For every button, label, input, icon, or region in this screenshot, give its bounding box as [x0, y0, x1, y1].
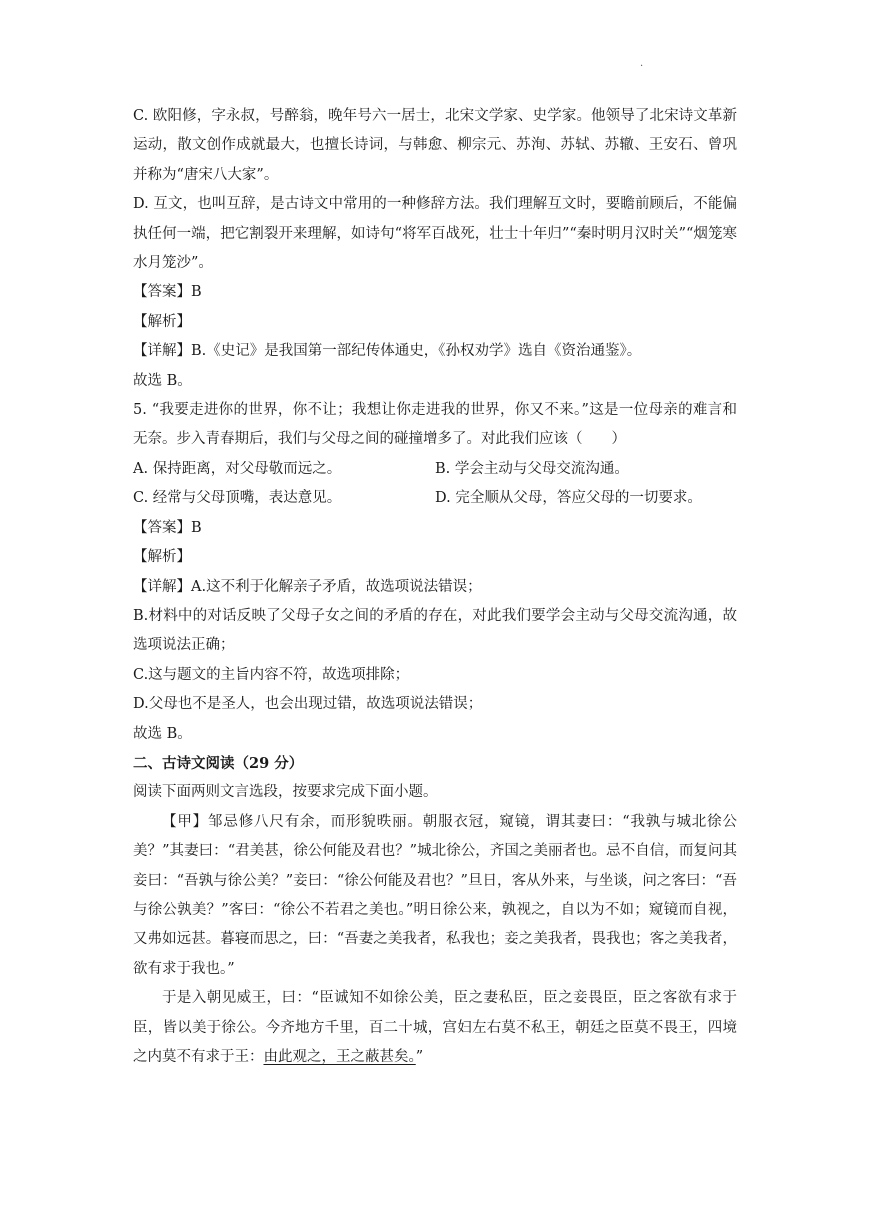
q5-analysis-label: 【解析】 — [133, 549, 191, 566]
q5-detail-b: B.材料中的对话反映了父母子女之间的矛盾的存在，对此我们要学会主动与父母交流沟通，故选项说法正确； — [133, 607, 737, 654]
question-5-options-row-2 — [133, 484, 737, 513]
q4-analysis-label: 【解析】 — [133, 313, 191, 330]
q5-detail-d: D.父母也不是圣人，也会出现过错，故选项说法错误； — [133, 696, 483, 713]
section-2-title: 二、古诗文阅读（29 分） — [133, 754, 304, 772]
option-a: A. 保持距离，对父母敬而远之。 — [133, 460, 342, 477]
question-5-stem: 5. “我要走进你的世界，你不让；我想让你走进我的世界，你又不来。”这是一位母亲的难言和无奈。步入青春期后，我们与父母之间的碰撞增多了。对此我们应该（ ） — [133, 402, 737, 448]
passage-paragraph-2-end: ” — [415, 1049, 424, 1065]
q5-answer: 【答案】B — [133, 519, 202, 536]
q4-answer: 【答案】B — [133, 284, 202, 301]
section-2-intro: 阅读下面两则文言选段，按要求完成下面小题。 — [133, 784, 438, 801]
header-dot: . — [640, 58, 644, 69]
passage-paragraph-1: 【甲】邹忌修八尺有余，而形貌昳丽。朝服衣冠，窥镜，谓其妻曰：“我孰与城北徐公美？”其妻曰：“君美甚，徐公何能及君也？”城北徐公，齐国之美丽者也。忌不自信，而复问其妾曰：“吾孰与徐公美？”妾曰：“徐公何能及君也？”旦日，客从外来，与坐谈，问之客曰：“吾与徐公孰美？”客曰：“徐公不若君之美也。”明日徐公来，孰视之，自以为不如；窥镜而自视，又弗如远甚。暮寝而思之，曰：“吾妻之美我者，私我也；妾之美我者，畏我也；客之美我者，欲有求于我也。” — [133, 813, 737, 977]
passage-paragraph-2-text: 于是入朝见威王，曰：“臣诚知不如徐公美，臣之妻私臣，臣之妾畏臣，臣之客欲有求于臣，皆以美于徐公。今齐地方千里，百二十城，宫妇左右莫不私王，朝廷之臣莫不畏王，四境之内莫不有求于王： — [133, 990, 737, 1065]
passage-underlined-sentence: 由此观之，王之蔽甚矣。 — [263, 1049, 416, 1065]
option-d: D. 完全顺从父母，答应父母的一切要求。 — [435, 490, 702, 507]
q4-choice: 故选 B。 — [133, 372, 192, 389]
q5-detail-c: C.这与题文的主旨内容不符，故选项排除； — [133, 666, 410, 683]
q5-detail-a: 【详解】A.这不利于化解亲子矛盾，故选项说法错误； — [133, 578, 482, 595]
passage-paragraph-2 — [133, 984, 737, 1072]
q5-choice: 故选 B。 — [133, 725, 192, 742]
option-b: B. 学会主动与父母交流沟通。 — [435, 460, 629, 477]
q4-detail: 【详解】B.《史记》是我国第一部纪传体通史，《孙权劝学》选自《资治通鉴》。 — [133, 343, 642, 360]
question-5-options-row-1 — [133, 455, 737, 484]
option-d-text: D. 互文，也叫互辞，是古诗文中常用的一种修辞方法。我们理解互文时，要瞻前顾后，不能偏执任何一端，把它割裂开来理解，如诗句“将军百战死，壮士十年归”“秦时明月汉时关”“烟笼寒水月笼沙”。 — [133, 196, 737, 272]
page-content — [133, 102, 737, 1072]
option-c: C. 经常与父母顶嘴，表达意见。 — [133, 490, 342, 507]
option-c-text: C. 欧阳修，字永叔，号醉翁，晚年号六一居士，北宋文学家、史学家。他领导了北宋诗文革新运动，散文创作成就最大，也擅长诗词，与韩愈、柳宗元、苏洵、苏轼、苏辙、王安石、曾巩并称为“唐宋八大家”。 — [133, 108, 737, 183]
